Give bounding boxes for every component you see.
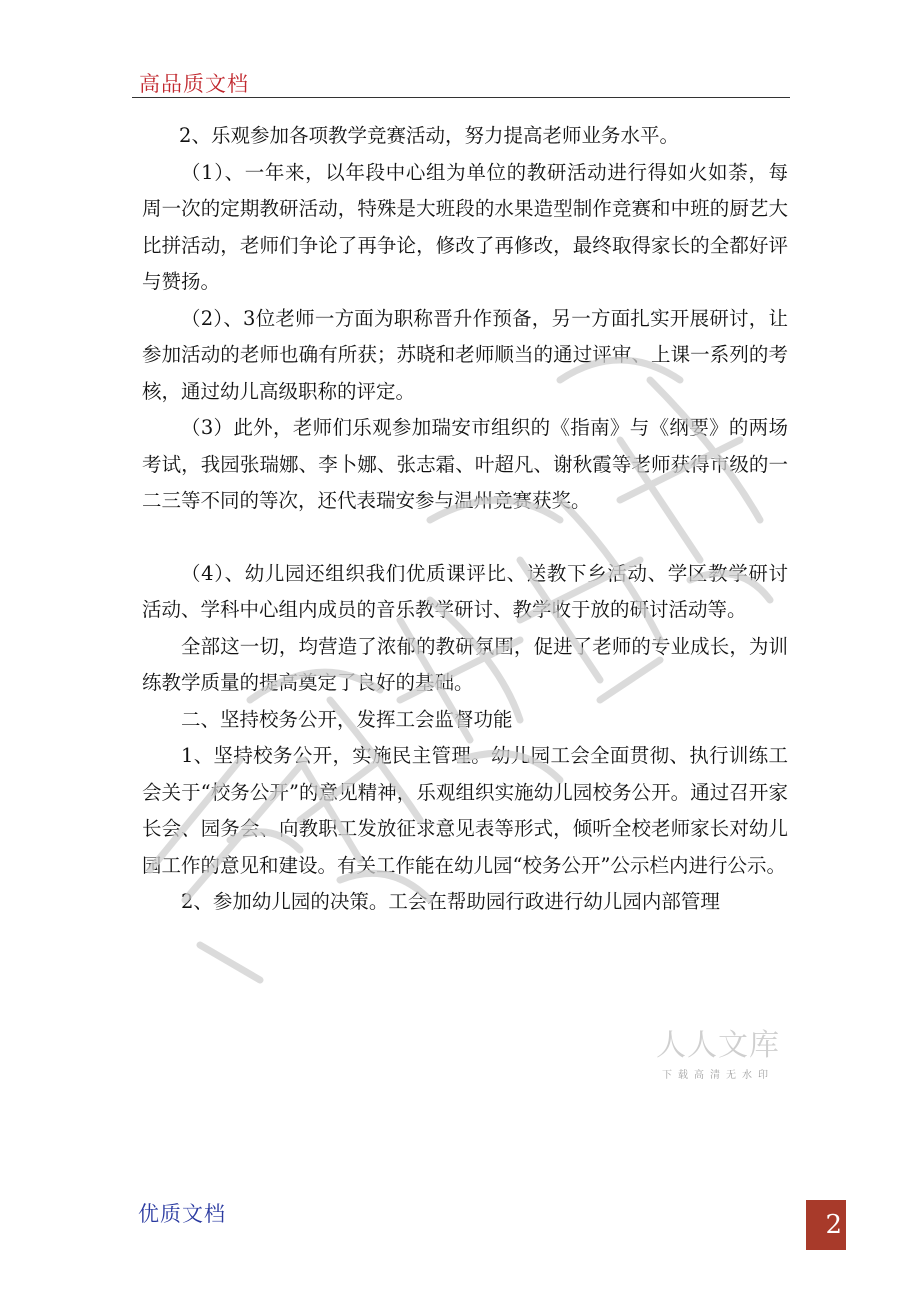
paragraph-2-3: （3）此外，老师们乐观参加瑞安市组织的《指南》与《纲要》的两场考试，我园张瑞娜、李卜娜、张志霜、叶超凡、谢秋霞等老师获得市级的一二三等不同的等次，还代表瑞安参与温州竞赛获奖。: [142, 416, 788, 512]
paragraph-s2-1: 1、坚持校务公开，实施民主管理。幼儿园工会全面贯彻、执行训练工会关于“校务公开”的意见精神，乐观组织实施幼儿园校务公开。通过召开家长会、园务会、向教职工发放征求意见表等形式，倾听全校老师家长对幼儿园工作的意见和建设。有关工作能在幼儿园“校务公开”公示栏内进行公示。: [142, 744, 788, 877]
page-number: 2: [825, 1210, 842, 1240]
footer-title: 优质文档: [138, 1202, 226, 1226]
watermark-logo-subtext: 下载高清无水印: [662, 1070, 774, 1081]
paragraph-2: 2、乐观参加各项教学竞赛活动，努力提高老师业务水平。: [179, 124, 679, 147]
paragraph-2-4: （4）、幼儿园还组织我们优质课评比、送教下乡活动、学区教学研讨活动、学科中心组内成员的音乐教学研讨、教学收于放的研讨活动等。: [142, 561, 788, 621]
paragraph-2-1: （1）、一年来，以年段中心组为单位的教研活动进行得如火如荼，每周一次的定期教研活动，特殊是大班段的水果造型制作竞赛和中班的厨艺大比拼活动，老师们争论了再争论，修改了再修改，最终取得家长的全都好评与赞扬。: [142, 160, 788, 293]
section-heading-2: 二、坚持校务公开，发挥工会监督功能: [181, 707, 513, 731]
paragraph-summary: 全部这一切，均营造了浓郁的教研氛围，促进了老师的专业成长，为训练教学质量的提高奠定了良好的基础。: [142, 634, 788, 694]
paragraph-s2-2: 2、参加幼儿园的决策。工会在帮助园行政进行幼儿园内部管理: [181, 890, 720, 913]
header-divider: [132, 97, 790, 98]
watermark-logo-text: 人人文库: [656, 1028, 780, 1063]
page-number-badge: [806, 1200, 846, 1250]
header-title: 高品质文档: [139, 72, 249, 96]
document-body: [142, 118, 788, 921]
watermark-logo: [648, 1020, 788, 1081]
paragraph-2-2: （2）、3位老师一方面为职称晋升作预备，另一方面扎实开展研讨，让参加活动的老师也确有所获；苏晓和老师顺当的通过评审、上课一系列的考核，通过幼儿高级职称的评定。: [142, 306, 788, 403]
